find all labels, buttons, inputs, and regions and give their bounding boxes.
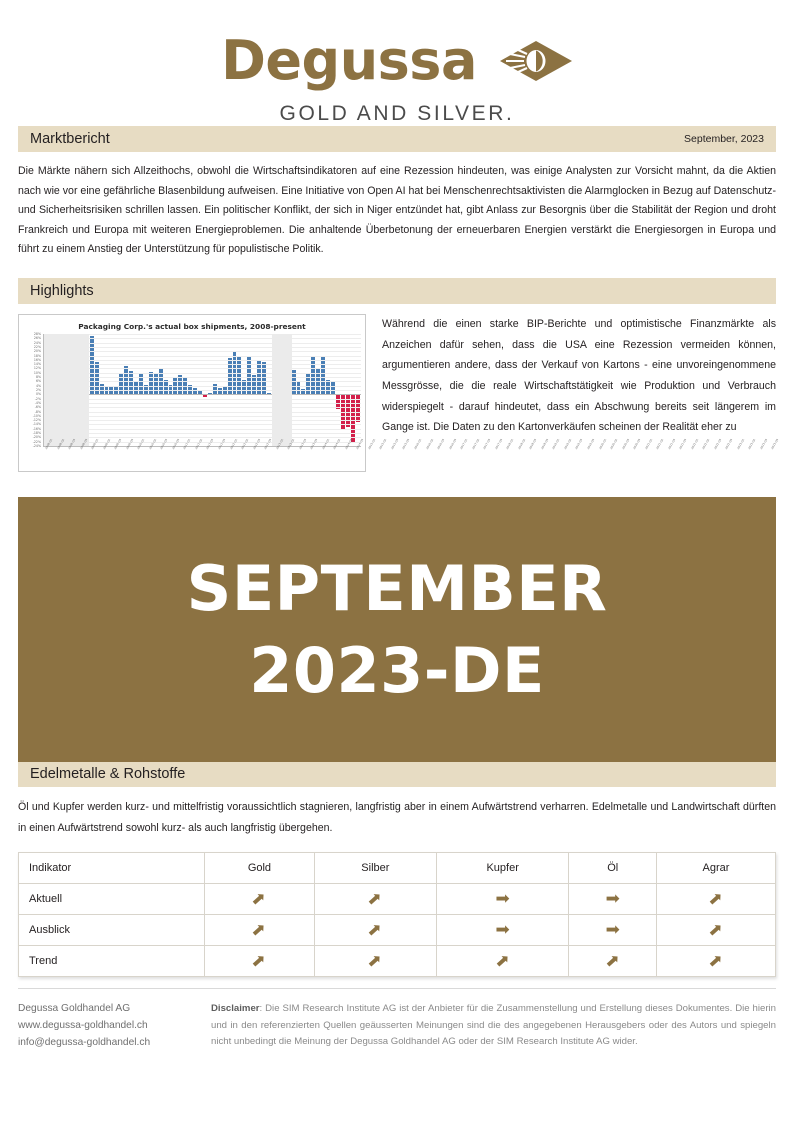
arrow-up-right-icon: ➡	[703, 886, 728, 912]
chart-x-tick: 2021 Q4	[678, 437, 688, 450]
chart-shaded-band	[272, 334, 292, 446]
disclaimer-label: Disclaimer	[211, 1003, 260, 1014]
brand-header	[0, 0, 794, 126]
chart-x-tick: 2014 Q1	[320, 437, 330, 450]
cell-ausblick-agrar	[657, 915, 776, 946]
chart-x-tick: 2020 Q3	[620, 437, 630, 450]
marktbericht-date: September, 2023	[684, 133, 764, 145]
chart-x-tick: 2009 Q3	[113, 437, 123, 450]
chart-x-tick: 2013 Q4	[309, 437, 319, 450]
chart-x-tick: 2008 Q4	[78, 437, 88, 450]
arrow-up-right-icon: ➡	[490, 948, 515, 974]
chart-y-tick: 0%	[35, 392, 41, 397]
chart-x-tick: 2008 Q2	[55, 437, 65, 450]
column-header-kupfer: Kupfer	[436, 853, 569, 884]
cell-aktuell-kupfer	[436, 884, 569, 915]
chart-y-tick: -16%	[32, 426, 41, 431]
chart-y-tick: 10%	[33, 370, 41, 375]
chart-x-tick: 2018 Q3	[528, 437, 538, 450]
chart-y-tick: -12%	[32, 418, 41, 423]
chart-x-tick: 2008 Q3	[67, 437, 77, 450]
chart-x-tick: 2012 Q4	[263, 437, 273, 450]
chart-x-tick: 2020 Q4	[632, 437, 642, 450]
chart-x-tick: 2015 Q2	[378, 437, 388, 450]
chart-x-tick: 2015 Q1	[366, 437, 377, 450]
cell-aktuell-silber	[314, 884, 436, 915]
arrow-up-right-icon: ➡	[703, 917, 728, 943]
arrow-up-right-icon: ➡	[363, 948, 388, 974]
arrow-up-right-icon: ➡	[247, 886, 272, 912]
chart-x-tick: 2009 Q2	[101, 437, 111, 450]
chart-x-tick: 2019 Q2	[562, 437, 573, 450]
chart-y-tick: -24%	[32, 443, 41, 448]
chart-x-tick: 2010 Q3	[159, 437, 169, 450]
section-header-edelmetalle	[18, 761, 776, 787]
arrow-right-icon: ➡	[605, 919, 620, 940]
chart-x-tick: 2012 Q3	[251, 437, 261, 450]
highlights-content	[18, 314, 780, 472]
chart-y-axis	[23, 331, 44, 448]
chart-x-tick: 2021 Q1	[643, 437, 653, 450]
cell-trend-gold	[205, 946, 315, 977]
table-row	[19, 946, 776, 977]
chart-y-tick: -8%	[34, 409, 41, 414]
chart-x-tick: 2017 Q2	[470, 437, 480, 450]
chart-x-axis	[43, 437, 780, 469]
arrow-right-icon: ➡	[605, 888, 620, 909]
chart-y-tick: 24%	[33, 340, 41, 345]
cell-ausblick-kupfer	[436, 915, 569, 946]
footer-company: Degussa Goldhandel AG	[18, 1003, 131, 1014]
chart-x-tick: 2018 Q1	[505, 437, 515, 450]
chart-y-tick: -6%	[34, 405, 41, 410]
cell-aktuell-agrar	[657, 884, 776, 915]
column-header-indikator: Indikator	[19, 853, 205, 884]
logo-row	[0, 29, 794, 92]
row-label-aktuell: Aktuell	[19, 884, 205, 915]
chart-x-tick: 2013 Q1	[274, 437, 284, 450]
section-header-marktbericht	[18, 126, 776, 152]
arrow-up-right-icon: ➡	[703, 948, 728, 974]
chart-x-tick: 2017 Q4	[493, 437, 503, 450]
chart-x-tick: 2022 Q3	[712, 437, 723, 450]
footer-disclaimer	[211, 1001, 776, 1051]
overlay-line-1: SEPTEMBER	[186, 552, 608, 625]
chart-x-tick: 2016 Q1	[413, 437, 423, 450]
arrow-up-right-icon: ➡	[247, 917, 272, 943]
cell-trend-kupfer	[436, 946, 569, 977]
chart-y-tick: -2%	[34, 396, 41, 401]
chart-y-tick: -18%	[32, 431, 41, 436]
chart-y-tick: 6%	[35, 379, 41, 384]
chart-x-tick: 2015 Q3	[389, 437, 400, 450]
chart-bars-region	[44, 334, 361, 446]
section-header-highlights	[18, 278, 776, 304]
chart-x-tick: 2011 Q4	[216, 437, 227, 450]
chart-shaded-band	[44, 334, 89, 446]
chart-title: Packaging Corp.'s actual box shipments, 2008-present	[78, 321, 306, 331]
chart-x-tick: 2015 Q4	[401, 437, 411, 450]
chart-x-tick: 2019 Q4	[585, 437, 596, 450]
chart-x-tick: 2011 Q2	[193, 437, 204, 450]
chart-x-tick: 2014 Q3	[343, 437, 354, 450]
brand-tagline: GOLD AND SILVER.	[279, 102, 515, 125]
chart-x-tick: 2019 Q3	[574, 437, 584, 450]
chart-x-tick: 2011 Q1	[182, 437, 192, 450]
chart-x-tick: 2022 Q4	[724, 437, 734, 450]
chart-x-tick: 2023 Q1	[735, 437, 746, 450]
arrow-right-icon: ➡	[495, 919, 510, 940]
chart-x-tick: 2010 Q1	[136, 437, 146, 450]
marktbericht-paragraph: Die Märkte nähern sich Allzeithochs, obwohl die Wirtschaftsindikatoren auf eine Rezession hindeuten, was einige Analysten zur Vorsicht mahnt, da die Aktien nach wie vor eine gefährliche Blasenbildung aufweisen. Eine Initiative von Open AI hat bei Menschenrechtsaktivisten die Alarmglocken in Bezug auf Datenschutz- und Sicherheitsrisiken schrillen lassen. Ein politischer Konflikt, der sich in Niger entzündet hat, gibt Anlass zur Besorgnis über die Stabilität der Region und droht Frankreich und Europa mit weiteren Energieproblemen. Die anhaltende Überbetonung der erneuerbaren Energien verstärkt die Energiesorgen in Europa und führt zu einem Anstieg der Unterstützung für populistische Politik.	[18, 165, 776, 256]
chart-x-tick: 2012 Q1	[228, 437, 238, 450]
arrow-up-right-icon: ➡	[363, 917, 388, 943]
footer-email[interactable]: info@degussa-goldhandel.ch	[18, 1036, 151, 1048]
cell-ausblick-öl	[569, 915, 657, 946]
column-header-silber: Silber	[314, 853, 436, 884]
chart-x-tick: 2012 Q2	[240, 437, 250, 450]
arrow-up-right-icon: ➡	[363, 886, 388, 912]
chart-y-tick: 2%	[35, 387, 41, 392]
row-label-ausblick: Ausblick	[19, 915, 205, 946]
chart-x-tick: 2009 Q1	[90, 437, 100, 450]
marktbericht-title: Marktbericht	[30, 131, 110, 147]
chart-x-tick: 2013 Q2	[286, 437, 296, 450]
cell-trend-öl	[569, 946, 657, 977]
chart-x-tick: 2020 Q1	[597, 437, 607, 450]
chart-y-tick: -20%	[32, 435, 41, 440]
cell-ausblick-gold	[205, 915, 315, 946]
chart-x-tick: 2017 Q1	[459, 437, 469, 450]
chart-x-tick: 2019 Q1	[551, 437, 561, 450]
arrow-right-icon: ➡	[495, 888, 510, 909]
chart-x-tick: 2017 Q3	[482, 437, 492, 450]
chart-x-tick: 2018 Q4	[539, 437, 550, 450]
chart-x-tick: 2020 Q2	[609, 437, 619, 450]
chart-y-tick: -4%	[34, 400, 41, 405]
chart-y-tick: 4%	[35, 383, 41, 388]
table-row	[19, 915, 776, 946]
cell-aktuell-gold	[205, 884, 315, 915]
chart-x-tick: 2014 Q4	[355, 437, 365, 450]
chart-x-tick: 2021 Q2	[655, 437, 665, 450]
chart-y-tick: 26%	[33, 336, 41, 341]
column-header-agrar: Agrar	[657, 853, 776, 884]
chart-y-tick: -22%	[32, 439, 41, 444]
chart-x-tick: 2018 Q2	[516, 437, 527, 450]
chart-x-tick: 2014 Q2	[332, 437, 342, 450]
row-label-trend: Trend	[19, 946, 205, 977]
chart-x-tick: 2022 Q1	[689, 437, 699, 450]
chart-y-tick: 28%	[33, 331, 41, 336]
brand-name: Degussa	[221, 29, 477, 92]
table-row	[19, 884, 776, 915]
chart-x-tick: 2016 Q4	[447, 437, 457, 450]
chart-y-tick: 8%	[35, 375, 41, 380]
chart-x-tick: 2023 Q2	[747, 437, 757, 450]
degussa-diamond-logo-icon	[499, 40, 573, 82]
cell-trend-agrar	[657, 946, 776, 977]
footer-contact	[18, 1001, 193, 1051]
chart-x-tick: 2013 Q3	[297, 437, 307, 450]
chart-x-tick: 2011 Q3	[205, 437, 215, 450]
month-overlay-banner	[18, 497, 776, 762]
arrow-up-right-icon: ➡	[600, 948, 625, 974]
disclaimer-text: : Die SIM Research Institute AG ist der Anbieter für die Zusammenstellung und Erstellung dieses Dokumentes. Die hierin und in den referenzierten Quellen geäusserten Meinungen sind die des angegebenen Herausgebers oder des Autors und spiegeln nicht unbedingt die Meinung der Degussa Goldhandel AG oder der SIM Research Institute AG wider.	[211, 1003, 776, 1047]
chart-y-tick: -14%	[32, 422, 41, 427]
chart-x-tick: 2023 Q4	[770, 437, 780, 450]
chart-x-tick: 2010 Q4	[170, 437, 181, 450]
edelmetalle-title: Edelmetalle & Rohstoffe	[30, 765, 186, 782]
chart-x-tick: 2009 Q4	[124, 437, 134, 450]
overlay-line-2: 2023-DE	[249, 633, 545, 707]
indicator-table	[18, 852, 776, 977]
chart-x-tick: 2021 Q3	[666, 437, 676, 450]
chart-y-tick: 12%	[33, 366, 41, 371]
edelmetalle-paragraph: Öl und Kupfer werden kurz- und mittelfristig voraussichtlich stagnieren, langfristig aber in einem Aufwärtstrend verharren. Edelmetalle und Landwirtschaft dürften in einen Aufwärtstrend sowohl kurz- als auch langfristig übergehen.	[18, 800, 776, 834]
column-header-oel: Öl	[569, 853, 657, 884]
cell-aktuell-öl	[569, 884, 657, 915]
chart-x-tick: 2008 Q1	[44, 437, 54, 450]
arrow-up-right-icon: ➡	[247, 948, 272, 974]
cell-trend-silber	[314, 946, 436, 977]
highlights-title: Highlights	[30, 282, 94, 299]
chart-x-tick: 2023 Q3	[758, 437, 769, 450]
page-footer	[18, 988, 776, 1051]
chart-y-tick: -10%	[32, 413, 41, 418]
column-header-gold: Gold	[205, 853, 315, 884]
footer-website[interactable]: www.degussa-goldhandel.ch	[18, 1019, 148, 1031]
chart-y-tick: 20%	[33, 349, 41, 354]
highlights-paragraph: Während die einen starke BIP-Berichte und optimistische Finanzmärkte als Anzeichen dafür sehen, dass die USA eine Rezession vermeiden können, argumentieren andere, dass der Verkauf von Kartons - eine unvoreingenommene Messgrösse, die die reale Wirtschaftstätigkeit wie Produktion und Verbrauch widerspiegelt - darauf hindeutet, dass ein Abschwung bereits seit längerem im Gange ist. Die Daten zu den Kartonverkäufen scheinen der Realität eher zu	[382, 317, 776, 434]
chart-y-tick: 18%	[33, 353, 41, 358]
chart-y-tick: 14%	[33, 362, 41, 367]
chart-x-tick: 2010 Q2	[147, 437, 158, 450]
chart-x-tick: 2016 Q3	[436, 437, 446, 450]
chart-x-tick: 2016 Q2	[424, 437, 434, 450]
chart-y-tick: 16%	[33, 357, 41, 362]
table-header-row	[19, 853, 776, 884]
cell-ausblick-silber	[314, 915, 436, 946]
chart-y-tick: 22%	[33, 344, 41, 349]
chart-x-tick: 2022 Q2	[701, 437, 711, 450]
